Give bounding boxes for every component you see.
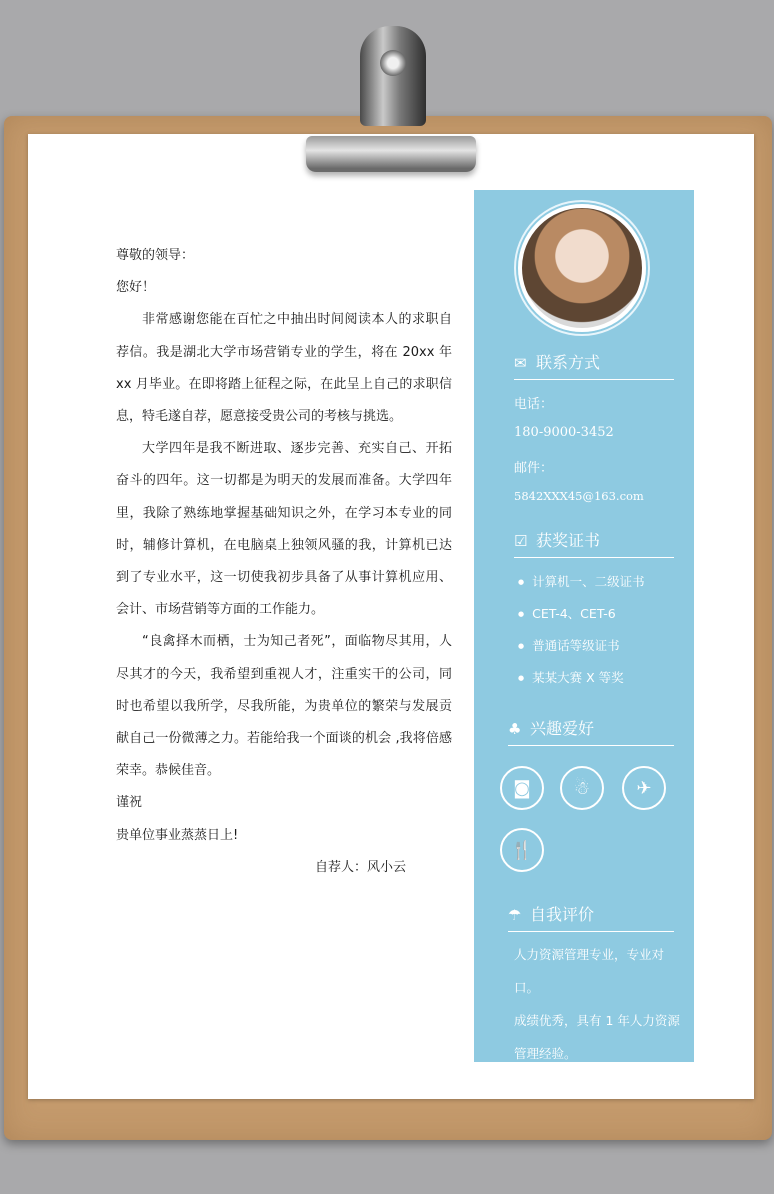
resume-sidebar — [474, 190, 694, 1062]
clip-hole — [380, 50, 406, 76]
cover-letter — [116, 240, 452, 884]
envelope-icon: ✉ — [514, 354, 527, 372]
letter-signature: 自荐人：风小云 — [314, 859, 406, 875]
self-evaluation — [514, 938, 686, 1070]
self-eval-section-title — [508, 902, 674, 932]
self-eval-line: 人力资源管理专业，专业对口。 — [514, 947, 665, 995]
email-label: 邮件： — [514, 461, 554, 476]
awards-title-text: 获奖证书 — [536, 531, 601, 550]
letter-closing-1: 谨祝 — [116, 795, 143, 811]
phone-label: 电话： — [514, 397, 554, 412]
hobby-title-text: 兴趣爱好 — [530, 719, 595, 738]
letter-closing-2: 贵单位事业蒸蒸日上! — [116, 827, 239, 843]
phone-value: 180-9000-3452 — [514, 425, 614, 440]
hobby-section-title — [508, 716, 674, 746]
cutlery-icon: 🍴 — [500, 828, 544, 872]
letter-paragraph-3: “良禽择木而栖，士为知己者死”，面临物尽其用，人尽其才的今天，我希望到重视人才，注重实干的公司，同时也希望以我所学，尽我所能，为贵单位的繁荣与发展贡献自己一份微薄之力。若能给我一个面谈的机会 ,我将倍感荣幸。恭候佳音。 — [116, 634, 452, 779]
award-item: ● 计算机一、二级证书 — [518, 572, 645, 590]
binder-clip-bar — [306, 136, 476, 172]
letter-greeting: 您好！ — [116, 280, 156, 296]
contact-title-text: 联系方式 — [536, 353, 601, 372]
qq-icon: ☃ — [560, 766, 604, 810]
letter-paragraph-2: 大学四年是我不断进取、逐步完善、充实自己、开拓奋斗的四年。这一切都是为明天的发展而准备。大学四年里，我除了熟练地掌握基础知识之外，在学习本专业的同时，辅修计算机，在电脑桌上独领风骚的我，计算机已达到了专业水平，这一切使我初步具备了从事计算机应用、会计、市场营销等方面的工作能力。 — [116, 441, 452, 618]
umbrella-icon: ☂ — [508, 906, 522, 924]
self-eval-line: 管理经验。 — [514, 1046, 577, 1061]
letter-salutation: 尊敬的领导： — [116, 248, 195, 263]
club-icon: ♣ — [508, 720, 522, 738]
award-item: ● 某某大赛 X 等奖 — [518, 668, 624, 686]
profile-photo — [518, 204, 646, 332]
binder-clip-handle — [360, 26, 426, 126]
award-item: ● CET-4、CET-6 — [518, 604, 616, 622]
self-eval-line: 成绩优秀，具有 1 年人力资源 — [514, 1013, 680, 1028]
contact-section-title — [514, 350, 674, 380]
email-value: 5842XXX45@163.com — [514, 489, 644, 503]
letter-paragraph-1: 非常感谢您能在百忙之中抽出时间阅读本人的求职自荐信。我是湖北大学市场营销专业的学生，将在 20xx 年 xx 月毕业。在即将踏上征程之际，在此呈上自己的求职信息，特毛遂自荐，愿意接受贵公司的考核与挑选。 — [116, 312, 452, 425]
checkbox-icon: ☑ — [514, 532, 528, 550]
awards-section-title — [514, 528, 674, 558]
award-item: ● 普通话等级证书 — [518, 636, 620, 654]
self-title-text: 自我评价 — [530, 905, 595, 924]
airplane-icon: ✈ — [622, 766, 666, 810]
camera-icon: ◙ — [500, 766, 544, 810]
